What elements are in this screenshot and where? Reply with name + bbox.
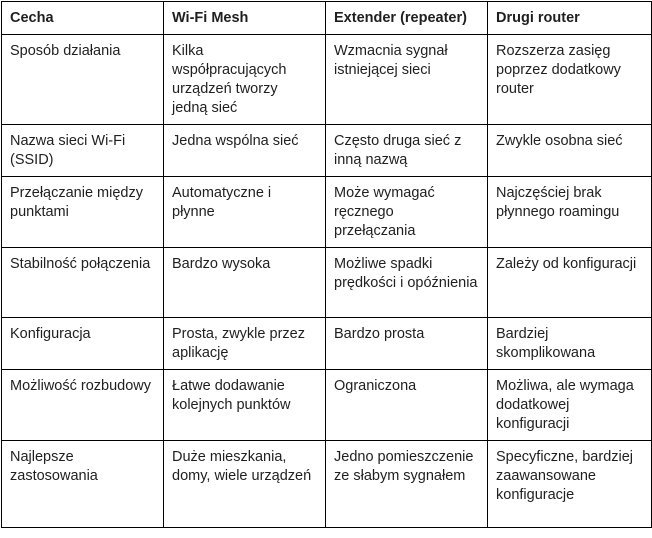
table-cell-wifi-mesh: Prosta, zwykle przez aplikację [164, 318, 326, 370]
table-header-row [2, 2, 652, 35]
table-cell-feature: Nazwa sieci Wi-Fi (SSID) [2, 125, 164, 177]
table-cell-feature: Przełączanie między punktami [2, 177, 164, 248]
table-row [2, 370, 652, 441]
header-cell-wifi-mesh: Wi-Fi Mesh [164, 2, 326, 35]
table-row [2, 248, 652, 318]
header-cell-extender: Extender (repeater) [326, 2, 488, 35]
table-cell-extender: Ograniczona [326, 370, 488, 441]
table-row [2, 177, 652, 248]
table-cell-second-router: Najczęściej brak płynnego roamingu [488, 177, 652, 248]
table-row [2, 318, 652, 370]
comparison-table-container [1, 1, 652, 528]
table-cell-extender: Jedno pomieszczenie ze słabym sygnałem [326, 441, 488, 528]
table-cell-second-router: Bardziej skomplikowana [488, 318, 652, 370]
table-cell-extender: Możliwe spadki prędkości i opóźnienia [326, 248, 488, 318]
table-cell-extender: Bardzo prosta [326, 318, 488, 370]
table-cell-second-router: Zależy od konfiguracji [488, 248, 652, 318]
table-cell-wifi-mesh: Łatwe dodawanie kolejnych punktów [164, 370, 326, 441]
table-cell-second-router: Specyficzne, bardziej zaawansowane konfiguracje [488, 441, 652, 528]
table-row [2, 441, 652, 528]
table-cell-wifi-mesh: Automatyczne i płynne [164, 177, 326, 248]
table-cell-wifi-mesh: Bardzo wysoka [164, 248, 326, 318]
header-cell-feature: Cecha [2, 2, 164, 35]
comparison-table [1, 1, 652, 528]
table-cell-feature: Sposób działania [2, 35, 164, 125]
table-cell-feature: Stabilność połączenia [2, 248, 164, 318]
table-row [2, 125, 652, 177]
table-cell-extender: Często druga sieć z inną nazwą [326, 125, 488, 177]
table-cell-wifi-mesh: Kilka współpracujących urządzeń tworzy jedną sieć [164, 35, 326, 125]
table-cell-second-router: Rozszerza zasięg poprzez dodatkowy router [488, 35, 652, 125]
table-cell-extender: Może wymagać ręcznego przełączania [326, 177, 488, 248]
table-cell-feature: Konfiguracja [2, 318, 164, 370]
table-cell-feature: Możliwość rozbudowy [2, 370, 164, 441]
table-cell-second-router: Możliwa, ale wymaga dodatkowej konfiguracji [488, 370, 652, 441]
header-cell-second-router: Drugi router [488, 2, 652, 35]
table-row [2, 35, 652, 125]
table-cell-second-router: Zwykle osobna sieć [488, 125, 652, 177]
table-cell-wifi-mesh: Duże mieszkania, domy, wiele urządzeń [164, 441, 326, 528]
table-cell-extender: Wzmacnia sygnał istniejącej sieci [326, 35, 488, 125]
table-cell-wifi-mesh: Jedna wspólna sieć [164, 125, 326, 177]
table-cell-feature: Najlepsze zastosowania [2, 441, 164, 528]
